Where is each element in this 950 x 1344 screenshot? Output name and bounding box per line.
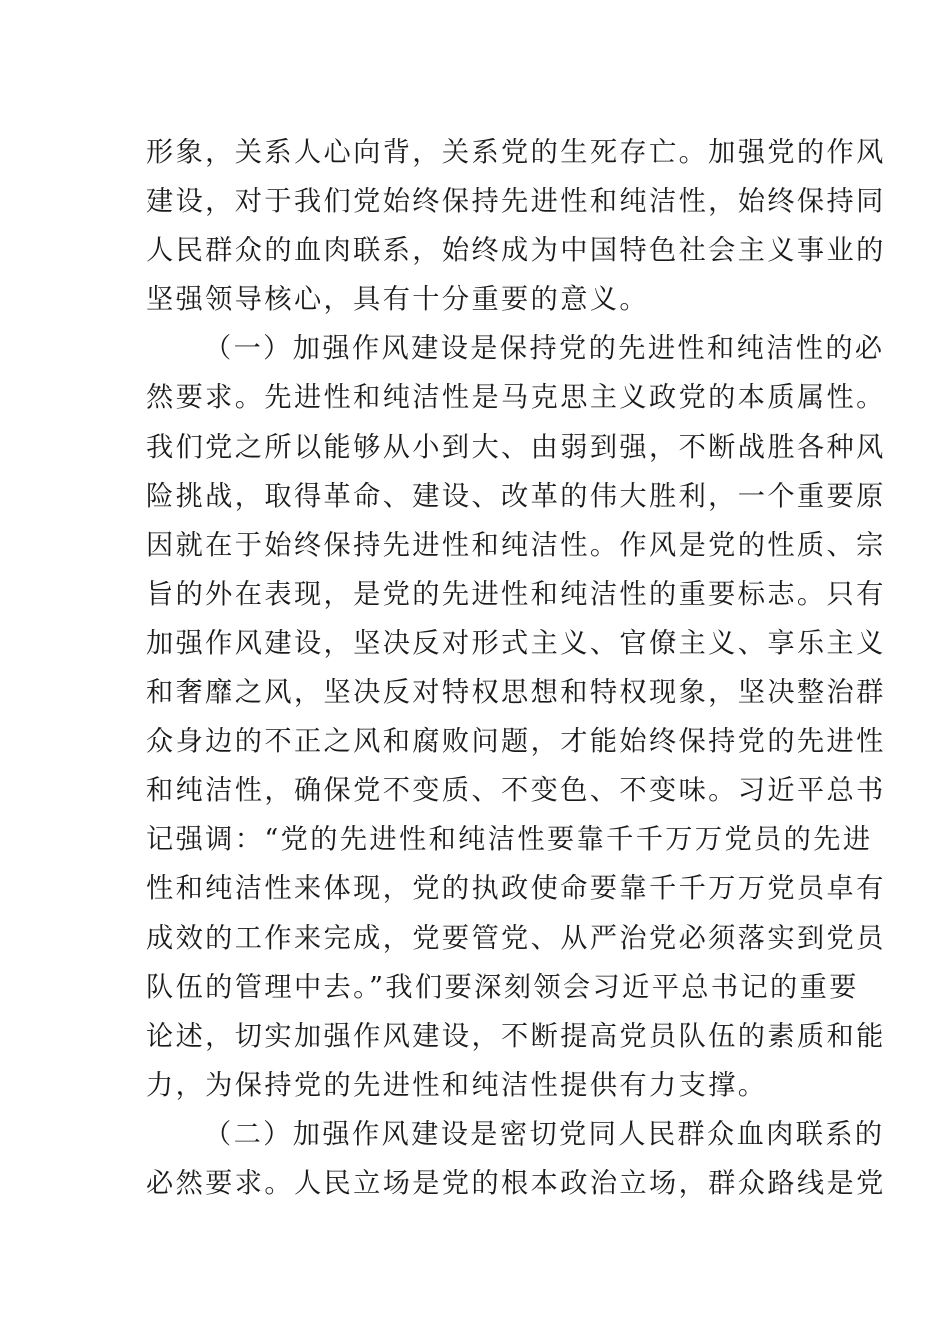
text-line: 队伍的管理中去。”我们要深刻领会习近平总书记的重要 — [146, 971, 859, 1003]
body-text — [146, 128, 886, 1208]
paragraph-intro — [146, 128, 886, 324]
text-line: 论述，切实加强作风建设，不断提高党员队伍的素质和能 — [146, 1020, 886, 1052]
text-line: 因就在于始终保持先进性和纯洁性。作风是党的性质、宗 — [146, 529, 886, 561]
text-line: 性和纯洁性来体现，党的执政使命要靠千千万万党员卓有 — [146, 873, 886, 905]
text-line: 和纯洁性，确保党不变质、不变色、不变味。习近平总书 — [146, 775, 886, 807]
section-2-heading-line: （二）加强作风建设是密切党同人民群众血肉联系的 — [204, 1118, 885, 1150]
text-line: 加强作风建设，坚决反对形式主义、官僚主义、享乐主义 — [146, 627, 886, 659]
text-line: 必然要求。人民立场是党的根本政治立场，群众路线是党 — [146, 1167, 886, 1199]
text-line: 我们党之所以能够从小到大、由弱到强，不断战胜各种风 — [146, 431, 886, 463]
text-line: 然要求。先进性和纯洁性是马克思主义政党的本质属性。 — [146, 382, 886, 414]
text-line: 力，为保持党的先进性和纯洁性提供有力支撑。 — [146, 1069, 768, 1101]
text-line: 和奢靡之风，坚决反对特权思想和特权现象，坚决整治群 — [146, 677, 886, 709]
paragraph-section-2 — [146, 1110, 886, 1208]
text-line: 坚强领导核心，具有十分重要的意义。 — [146, 284, 649, 316]
text-line: 众身边的不正之风和腐败问题，才能始终保持党的先进性 — [146, 726, 886, 758]
text-line: 旨的外在表现，是党的先进性和纯洁性的重要标志。只有 — [146, 578, 886, 610]
text-line: 建设，对于我们党始终保持先进性和纯洁性，始终保持同 — [146, 186, 886, 218]
section-1-heading-line: （一）加强作风建设是保持党的先进性和纯洁性的必 — [204, 333, 885, 365]
text-line: 成效的工作来完成，党要管党、从严治党必须落实到党员 — [146, 922, 886, 954]
text-line: 记强调：“党的先进性和纯洁性要靠千千万万党员的先进 — [146, 824, 873, 856]
text-line: 人民群众的血肉联系，始终成为中国特色社会主义事业的 — [146, 235, 886, 267]
text-line: 险挑战，取得革命、建设、改革的伟大胜利，一个重要原 — [146, 480, 886, 512]
paragraph-section-1 — [146, 324, 886, 1110]
text-line: 形象，关系人心向背，关系党的生死存亡。加强党的作风 — [146, 137, 886, 168]
